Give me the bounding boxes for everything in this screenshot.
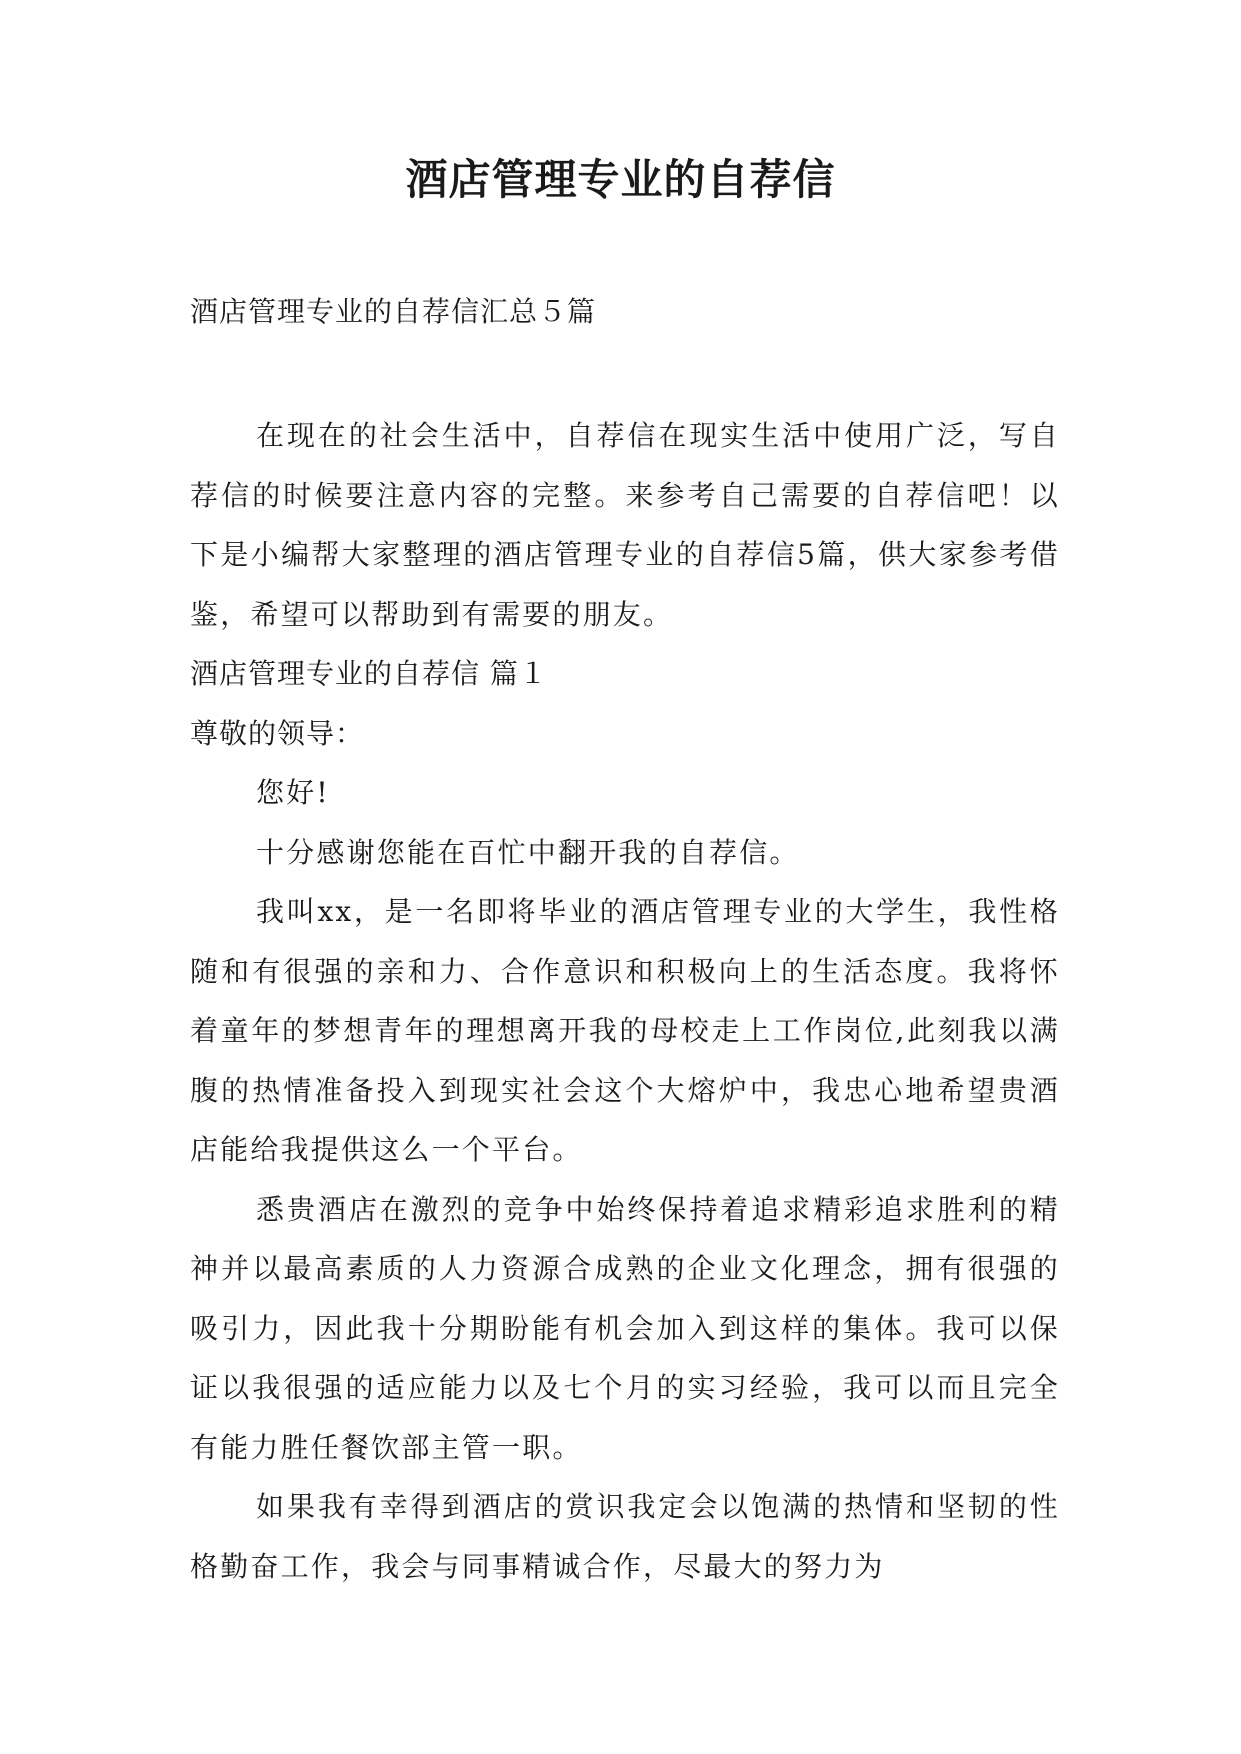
body-paragraph: 悉贵酒店在激烈的竞争中始终保持着追求精彩追求胜利的精神并以最高素质的人力资源合成熟的企业文化理念，拥有很强的吸引力，因此我十分期盼能有机会加入到这样的集体。我可以保证以我很强的适应能力以及七个月的实习经验，我可以而且完全有能力胜任餐饮部主管一职。 — [190, 1192, 1060, 1464]
body-paragraph: 如果我有幸得到酒店的赏识我定会以饱满的热情和坚韧的性格勤奋工作，我会与同事精诚合作，尽最大的努力为 — [190, 1490, 1060, 1583]
document-subtitle: 酒店管理专业的自荐信汇总５篇 — [190, 295, 597, 328]
document-title: 酒店管理专业的自荐信 — [405, 155, 836, 204]
greeting: 您好! — [256, 776, 330, 809]
salutation: 尊敬的领导： — [190, 716, 365, 750]
body-paragraph: 我叫xx，是一名即将毕业的酒店管理专业的大学生，我性格随和有很强的亲和力、合作意识和积极向上的生活态度。我将怀着童年的梦想青年的理想离开我的母校走上工作岗位,此刻我以满腹的热情准备投入到现实社会这个大熔炉中，我忠心地希望贵酒店能给我提供这么一个平台。 — [190, 895, 1060, 1166]
intro-paragraph: 在现在的社会生活中，自荐信在现实生活中使用广泛，写自荐信的时候要注意内容的完整。来参考自己需要的自荐信吧！以下是小编帮大家整理的酒店管理专业的自荐信5篇，供大家参考借鉴，希望可以帮助到有需要的朋友。 — [190, 419, 1060, 631]
section-heading: 酒店管理专业的自荐信 篇１ — [190, 657, 548, 690]
letter-body — [190, 406, 1060, 1596]
body-paragraph: 十分感谢您能在百忙中翻开我的自荐信。 — [256, 835, 800, 869]
